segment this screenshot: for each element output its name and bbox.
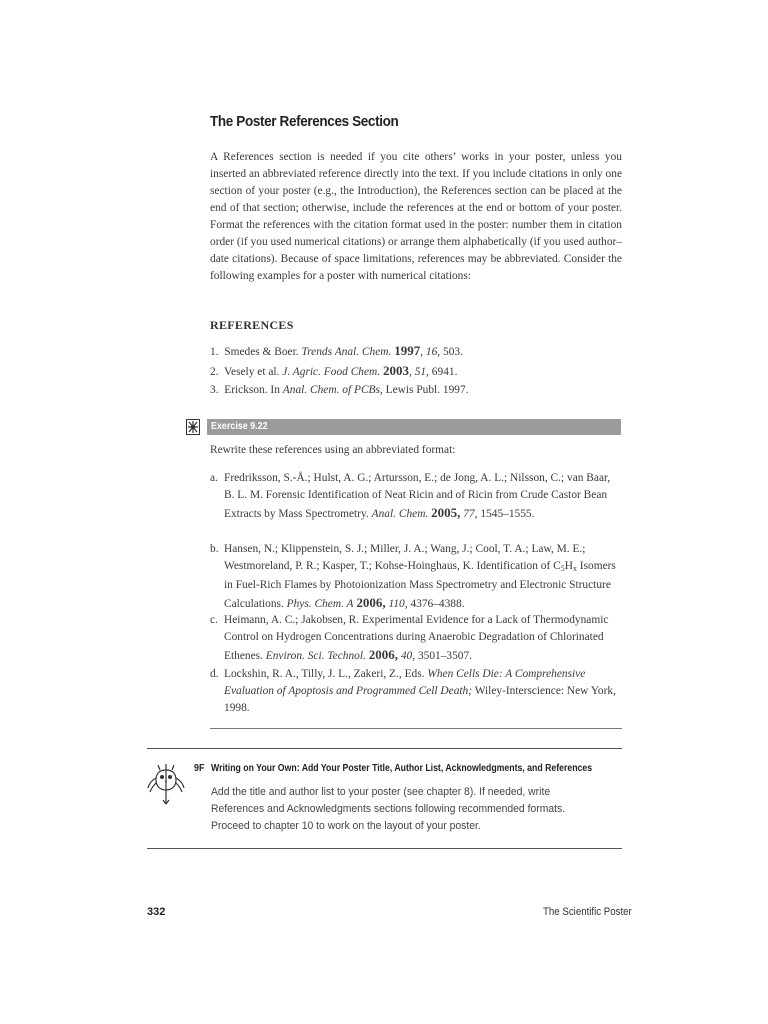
divider (147, 748, 622, 749)
page-number: 332 (147, 906, 166, 918)
reference-item: 3. Erickson. In Anal. Chem. of PCBs, Lewis Publ. 1997. (210, 384, 469, 396)
exercise-item: d. Lockshin, R. A., Tilly, J. L., Zakeri, Z., Eds. When Cells Die: A Comprehensive Evaluation of Apoptosis and Programmed Cell Death; Wiley-Interscience: New York, 1998. (210, 668, 616, 714)
divider (147, 848, 622, 849)
exercise-icon (186, 419, 200, 435)
divider (210, 728, 622, 729)
writing-section-number: 9F (194, 762, 205, 774)
writing-section-body: Add the title and author list to your poster (see chapter 8). If needed, write References and Acknowledgments sections following recommended formats. Proceed to chapter 10 to work on the layout of your poster. (211, 786, 566, 832)
exercise-bar (207, 419, 621, 435)
references-heading: REFERENCES (210, 318, 294, 332)
exercise-instruction: Rewrite these references using an abbreviated format: (210, 444, 456, 456)
reference-item: 1. Smedes & Boer. Trends Anal. Chem. 1997, 16, 503. (210, 343, 463, 358)
exercise-item: a. Fredriksson, S.-Å.; Hulst, A. G.; Artursson, E.; de Jong, A. L.; Nilsson, C.; van Baar, B. L. M. Forensic Identification of Neat Ricin and of Ricin from Crude Castor Bean Extracts by Mass Spectrometry. Anal. Chem. 2005, 77, 1545–1555. (210, 472, 611, 520)
running-title: The Scientific Poster (543, 906, 632, 918)
exercise-item: c. Heimann, A. C.; Jakobsen, R. Experimental Evidence for a Lack of Thermodynamic Control on Hydrogen Concentrations during Anaerobic Degradation of Chlorinated Ethenes. Environ. Sci. Technol. 2006, 40, 3501–3507. (210, 614, 609, 662)
section-title: The Poster References Section (210, 113, 399, 130)
exercise-item: b. Hansen, N.; Klippenstein, S. J.; Miller, J. A.; Wang, J.; Cool, T. A.; Law, M. E.; Westmoreland, P. R.; Kasper, T.; Kohse-Hoinghaus, K. Identification of $C_5H_x$ Isomers in Fuel-Rich Flames by Photoionization Mass Spectrometry and Electronic Structure Calculations. Phys. Chem. A 2006, 110, 4376–4388. (210, 543, 616, 610)
intro-paragraph: A References section is needed if you cite others’ works in your poster, unless you inserted an abbreviated reference directly into the text. If you include citations in only one section of your poster (e.g., the Introduction), the References section can be placed at the end of that section; otherwise, include the references at the end or bottom of your poster. Format the references with the citation format used in the poster: number them in citation order (if you used numerical citations) or arrange them alphabetically (if you used author–date citations). Because of space limitations, references may be abbreviated. Consider the following examples for a poster with numerical citations: (210, 151, 622, 282)
reference-item: 2. Vesely et al. J. Agric. Food Chem. 2003, 51, 6941. (210, 363, 458, 378)
writing-section-title: Writing on Your Own: Add Your Poster Title, Author List, Acknowledgments, and References (211, 762, 593, 774)
owl-pen-icon (147, 756, 185, 808)
exercise-label: Exercise 9.22 (211, 420, 268, 432)
